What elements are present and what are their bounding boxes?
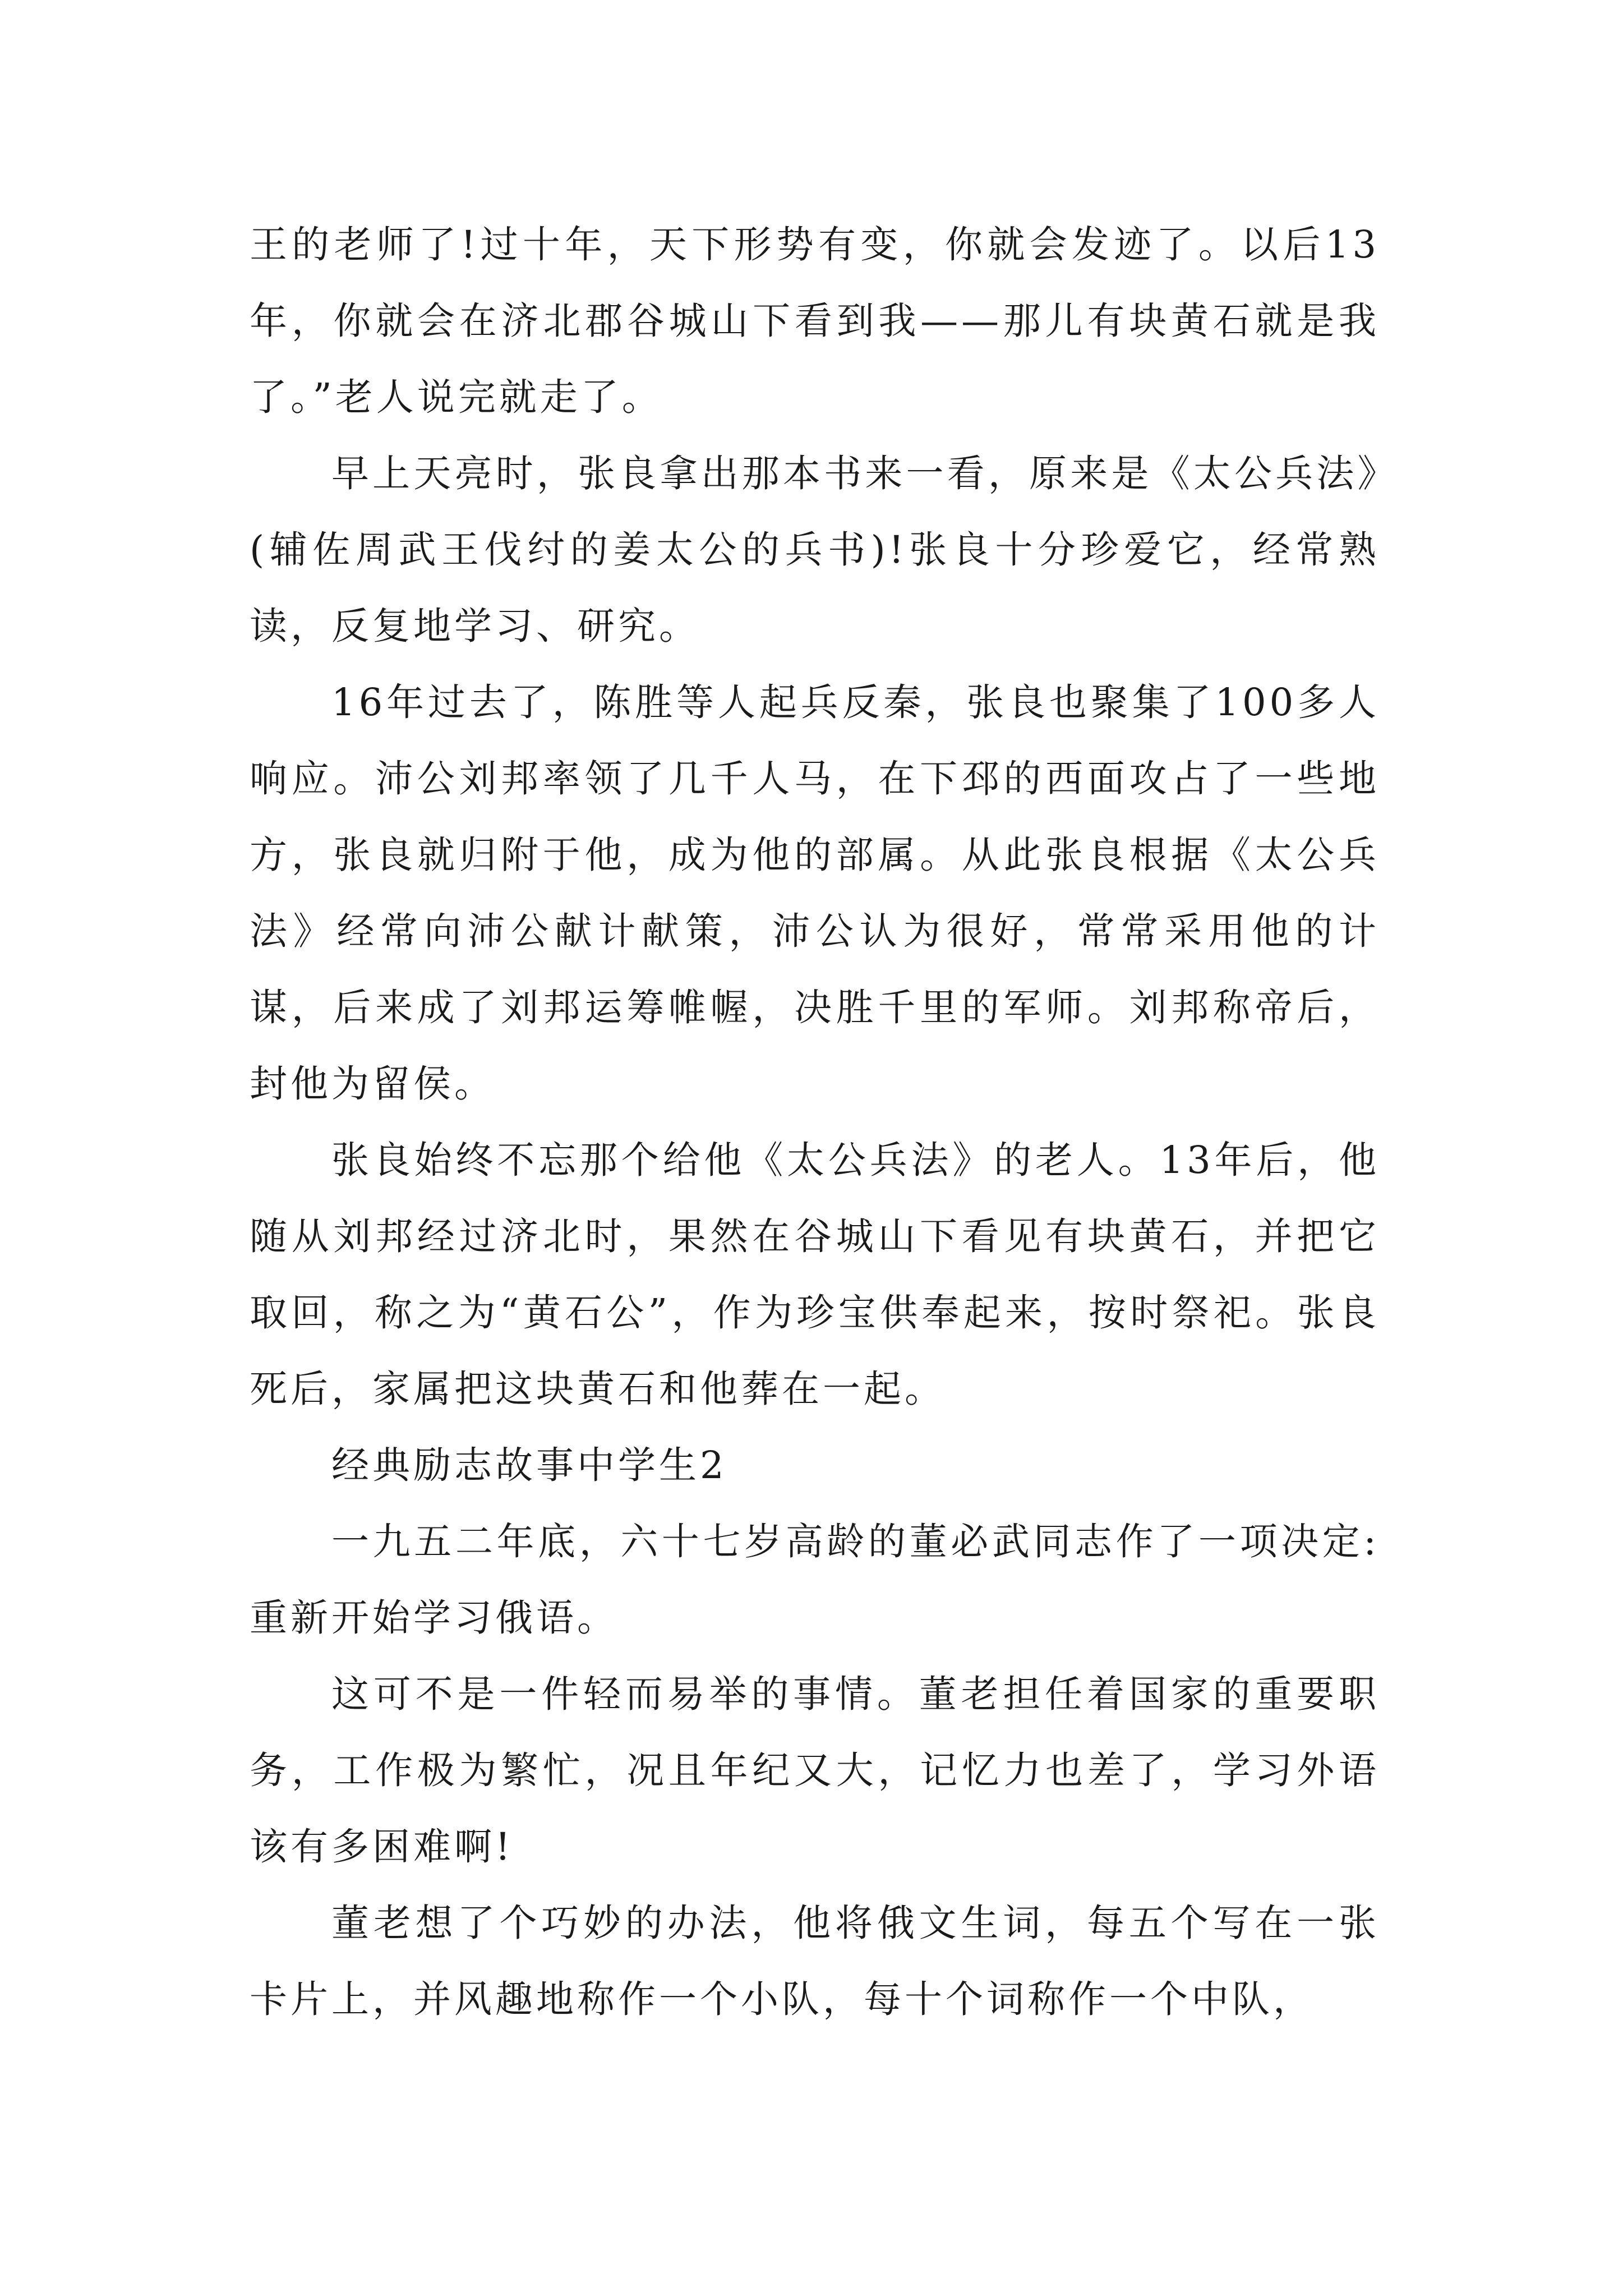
section-heading: 经典励志故事中学生2 [331,1443,727,1487]
paragraph: 早上天亮时，张良拿出那本书来一看，原来是《太公兵法》(辅佐周武王伐纣的姜太公的兵书)!张良十分珍爱它，经常熟读，反复地学习、研究。 [250,452,1380,648]
paragraph: 这可不是一件轻而易举的事情。董老担任着国家的重要职务，工作极为繁忙，况且年纪又大，记忆力也差了，学习外语该有多困难啊! [250,1672,1380,1869]
paragraph-continuation: 王的老师了!过十年，天下形势有变，你就会发迹了。以后13年，你就会在济北郡谷城山下看到我——那儿有块黄石就是我了。”老人说完就走了。 [250,223,1380,419]
paragraph: 张良始终不忘那个给他《太公兵法》的老人。13年后，他随从刘邦经过济北时，果然在谷城山下看见有块黄石，并把它取回，称之为“黄石公”，作为珍宝供奉起来，按时祭祀。张良死后，家属把这块黄石和他葬在一起。 [250,1138,1380,1411]
paragraph: 16年过去了，陈胜等人起兵反秦，张良也聚集了100多人响应。沛公刘邦率领了几千人马，在下邳的西面攻占了一些地方，张良就归附于他，成为他的部属。从此张良根据《太公兵法》经常向沛公献计献策，沛公认为很好，常常采用他的计谋，后来成了刘邦运筹帷幄，决胜千里的军师。刘邦称帝后，封他为留侯。 [250,680,1380,1106]
document-body [250,206,1380,2037]
paragraph: 董老想了个巧妙的办法，他将俄文生词，每五个写在一张卡片上，并风趣地称作一个小队，每十个词称作一个中队， [250,1901,1380,2021]
paragraph: 一九五二年底，六十七岁高龄的董必武同志作了一项决定:重新开始学习俄语。 [250,1520,1380,1640]
